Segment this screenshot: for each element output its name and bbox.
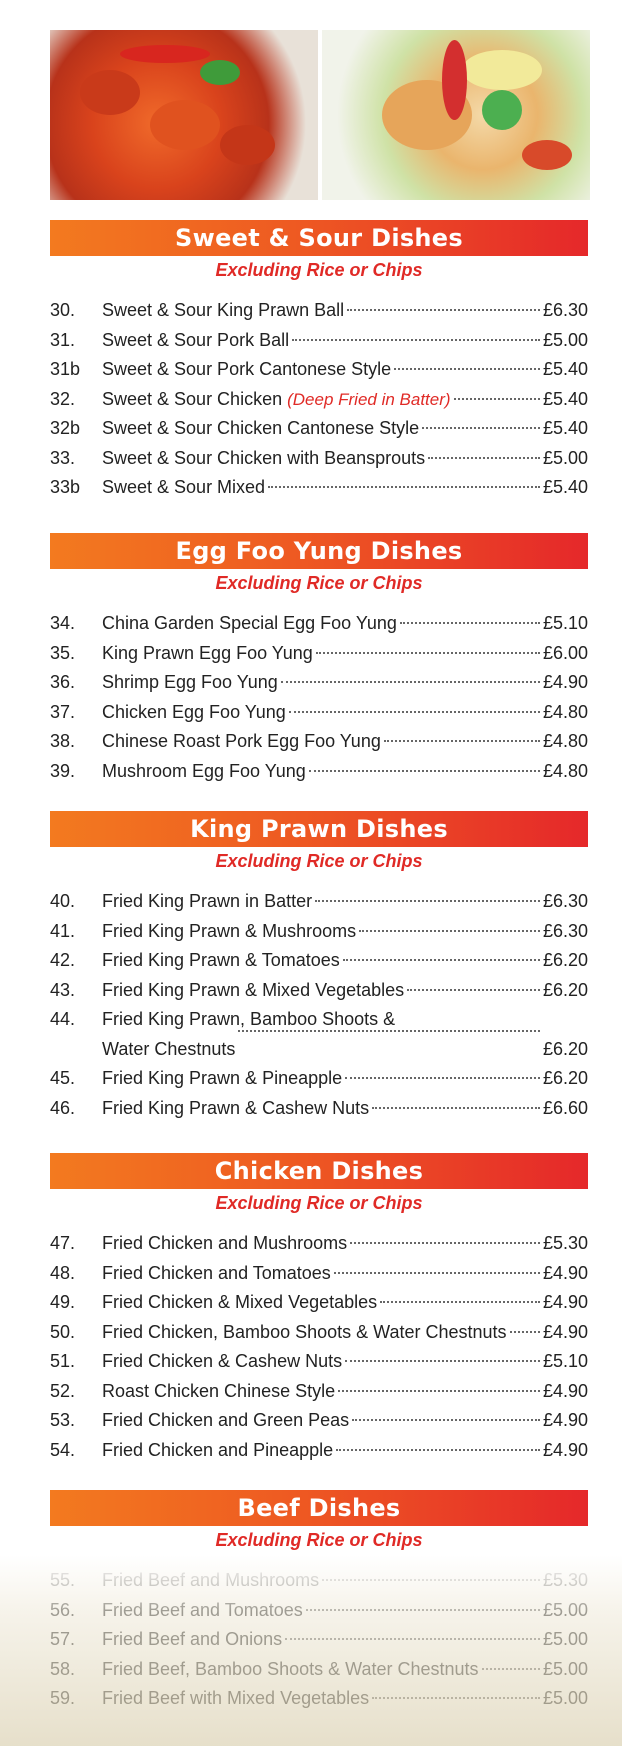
leader-dots [281, 681, 540, 683]
item-name: Fried King Prawn & Pineapple [102, 1068, 343, 1088]
item-price: £5.00 [542, 447, 588, 468]
item-name: Fried King Prawn & Tomatoes [102, 950, 340, 970]
leader-dots [422, 427, 540, 429]
menu-item [50, 414, 588, 444]
leader-dots [407, 989, 540, 991]
item-name: Fried Chicken and Pineapple [102, 1439, 334, 1460]
menu-items [50, 296, 588, 503]
leader-dots [345, 1360, 540, 1362]
item-number: 46. [50, 1097, 76, 1118]
item-price: £4.90 [542, 1321, 588, 1342]
menu-item [50, 946, 588, 976]
item-name: Chicken Egg Foo Yung [102, 701, 286, 722]
leader-dots [315, 900, 540, 902]
item-name: King Prawn Egg Foo Yung [102, 642, 313, 663]
item-number: 42. [50, 950, 76, 970]
item-price: £4.80 [542, 701, 588, 722]
leader-dots [372, 1107, 540, 1109]
item-number: 51. [50, 1351, 76, 1371]
section-subtitle: Excluding Rice or Chips [215, 1530, 423, 1550]
menu-item [50, 1005, 588, 1064]
leader-dots [316, 652, 540, 654]
king-prawn-photo [322, 30, 590, 200]
item-price: £6.20 [542, 1038, 588, 1059]
item-number: 32b [50, 418, 81, 438]
item-name: Fried Chicken, Bamboo Shoots & Water Chestnuts [102, 1321, 507, 1342]
menu-item [50, 609, 588, 639]
item-price: £4.90 [542, 1439, 588, 1460]
menu-section [50, 811, 588, 1123]
section-subtitle: Excluding Rice or Chips [215, 573, 423, 593]
leader-dots [238, 1030, 540, 1032]
item-number: 38. [50, 731, 76, 751]
section-title: Egg Foo Yung Dishes [50, 533, 588, 569]
leader-dots [289, 711, 540, 713]
section-title: King Prawn Dishes [50, 811, 588, 847]
item-name: Roast Chicken Chinese Style [102, 1380, 336, 1401]
leader-dots [359, 930, 540, 932]
leader-dots [510, 1331, 540, 1333]
item-name: Chinese Roast Pork Egg Foo Yung [102, 731, 381, 751]
item-name: Sweet & Sour Pork Ball [102, 329, 290, 350]
item-note: (Deep Fried in Batter) [287, 389, 451, 409]
item-name-continued: Water Chestnuts [102, 1038, 236, 1059]
item-name: Fried Chicken & Cashew Nuts [102, 1351, 343, 1371]
item-number: 33b [50, 477, 81, 497]
leader-dots [350, 1242, 540, 1244]
menu-item [50, 444, 588, 474]
leader-dots [292, 339, 540, 341]
menu-item [50, 326, 588, 356]
item-number: 48. [50, 1262, 76, 1283]
leader-dots [268, 486, 540, 488]
item-name: Sweet & Sour Chicken Cantonese Style [102, 418, 420, 438]
menu-item [50, 1094, 588, 1124]
section-subtitle: Excluding Rice or Chips [215, 1193, 423, 1213]
menu-item [50, 757, 588, 787]
header-photos [50, 30, 590, 200]
item-price: £6.60 [542, 1097, 588, 1118]
menu-item [50, 385, 588, 415]
item-price: £4.90 [542, 672, 588, 692]
leader-dots [454, 398, 540, 400]
item-name: Fried King Prawn & Cashew Nuts [102, 1097, 370, 1118]
item-price: £5.10 [542, 613, 588, 633]
item-price: £6.30 [542, 891, 588, 911]
leader-dots [347, 309, 540, 311]
menu-items [50, 609, 588, 786]
item-price: £6.30 [542, 300, 588, 320]
item-name: Fried Chicken and Mushrooms [102, 1233, 348, 1253]
item-number: 31. [50, 329, 76, 350]
item-number: 54. [50, 1439, 76, 1460]
menu-item [50, 1229, 588, 1259]
leader-dots [334, 1272, 540, 1274]
section-title: Chicken Dishes [50, 1153, 588, 1189]
leader-dots [343, 959, 540, 961]
item-number: 33. [50, 447, 76, 468]
item-number: 43. [50, 979, 76, 1000]
item-number: 39. [50, 760, 76, 781]
item-price: £5.40 [542, 477, 588, 497]
item-name: Fried Chicken & Mixed Vegetables [102, 1292, 378, 1312]
item-price: £4.90 [542, 1410, 588, 1430]
item-price: £5.40 [542, 359, 588, 379]
menu-item [50, 976, 588, 1006]
menu-item [50, 1377, 588, 1407]
leader-dots [309, 770, 540, 772]
leader-dots [400, 622, 540, 624]
leader-dots [345, 1077, 540, 1079]
leader-dots [338, 1390, 540, 1392]
item-number: 34. [50, 613, 76, 633]
menu-item [50, 917, 588, 947]
item-price: £4.90 [542, 1292, 588, 1312]
item-number: 31b [50, 359, 81, 379]
item-price: £4.90 [542, 1262, 588, 1283]
item-name: Mushroom Egg Foo Yung [102, 760, 306, 781]
item-name: Fried King Prawn & Mixed Vegetables [102, 979, 405, 1000]
item-name: Fried King Prawn & Mushrooms [102, 920, 357, 941]
item-number: 30. [50, 300, 76, 320]
item-price: £5.40 [542, 388, 588, 409]
item-number: 35. [50, 642, 76, 663]
section-title: Beef Dishes [50, 1490, 588, 1526]
item-number: 52. [50, 1380, 76, 1401]
item-price: £5.10 [542, 1351, 588, 1371]
menu-item [50, 355, 588, 385]
item-number: 53. [50, 1410, 76, 1430]
item-name: China Garden Special Egg Foo Yung [102, 613, 397, 633]
item-number: 32. [50, 388, 76, 409]
item-price: £4.80 [542, 760, 588, 781]
item-name: Sweet & Sour Pork Cantonese Style [102, 359, 392, 379]
item-number: 49. [50, 1292, 76, 1312]
section-subtitle: Excluding Rice or Chips [215, 260, 423, 280]
item-name: Fried Chicken and Green Peas [102, 1410, 350, 1430]
menu-section [50, 533, 588, 786]
menu-item [50, 698, 588, 728]
item-price: £6.30 [542, 920, 588, 941]
item-number: 41. [50, 920, 76, 941]
item-name: Shrimp Egg Foo Yung [102, 672, 278, 692]
item-number: 45. [50, 1068, 76, 1088]
item-price: £5.30 [542, 1233, 588, 1253]
item-number: 40. [50, 891, 76, 911]
item-name: Fried King Prawn, Bamboo Shoots & [102, 1009, 396, 1029]
item-price: £6.20 [542, 1068, 588, 1088]
leader-dots [394, 368, 540, 370]
menu-item [50, 1318, 588, 1348]
menu-item [50, 1436, 588, 1466]
item-name: Sweet & Sour Chicken with Beansprouts [102, 447, 426, 468]
section-title: Sweet & Sour Dishes [50, 220, 588, 256]
item-number: 37. [50, 701, 76, 722]
menu-item [50, 1064, 588, 1094]
menu-item [50, 639, 588, 669]
item-name: Fried Chicken and Tomatoes [102, 1262, 331, 1283]
item-number: 44. [50, 1009, 76, 1029]
item-price: £4.90 [542, 1380, 588, 1401]
item-number: 36. [50, 672, 76, 692]
menu-item [50, 1288, 588, 1318]
item-number: 50. [50, 1321, 76, 1342]
item-name: Sweet & Sour King Prawn Ball [102, 300, 345, 320]
leader-dots [380, 1301, 540, 1303]
menu-item [50, 1406, 588, 1436]
menu-items [50, 887, 588, 1123]
menu-item [50, 887, 588, 917]
item-number: 47. [50, 1233, 76, 1253]
menu-item [50, 668, 588, 698]
item-name: Fried King Prawn in Batter [102, 891, 313, 911]
leader-dots [336, 1449, 540, 1451]
item-price: £5.00 [542, 329, 588, 350]
item-price: £6.20 [542, 979, 588, 1000]
item-price: £5.40 [542, 418, 588, 438]
item-price: £6.20 [542, 950, 588, 970]
menu-item [50, 1259, 588, 1289]
menu-item [50, 296, 588, 326]
item-name: Sweet & Sour Mixed [102, 477, 266, 497]
item-price: £6.00 [542, 642, 588, 663]
leader-dots [352, 1419, 540, 1421]
menu-section [50, 1153, 588, 1465]
menu-section [50, 220, 588, 503]
menu-item [50, 727, 588, 757]
menu-items [50, 1229, 588, 1465]
menu-item [50, 473, 588, 503]
leader-dots [384, 740, 540, 742]
leader-dots [428, 457, 540, 459]
food-background-photo [0, 1555, 622, 1746]
menu-item [50, 1347, 588, 1377]
item-price: £4.80 [542, 731, 588, 751]
item-name: Sweet & Sour Chicken [102, 388, 283, 409]
sweet-sour-pork-photo [50, 30, 318, 200]
section-subtitle: Excluding Rice or Chips [215, 851, 423, 871]
